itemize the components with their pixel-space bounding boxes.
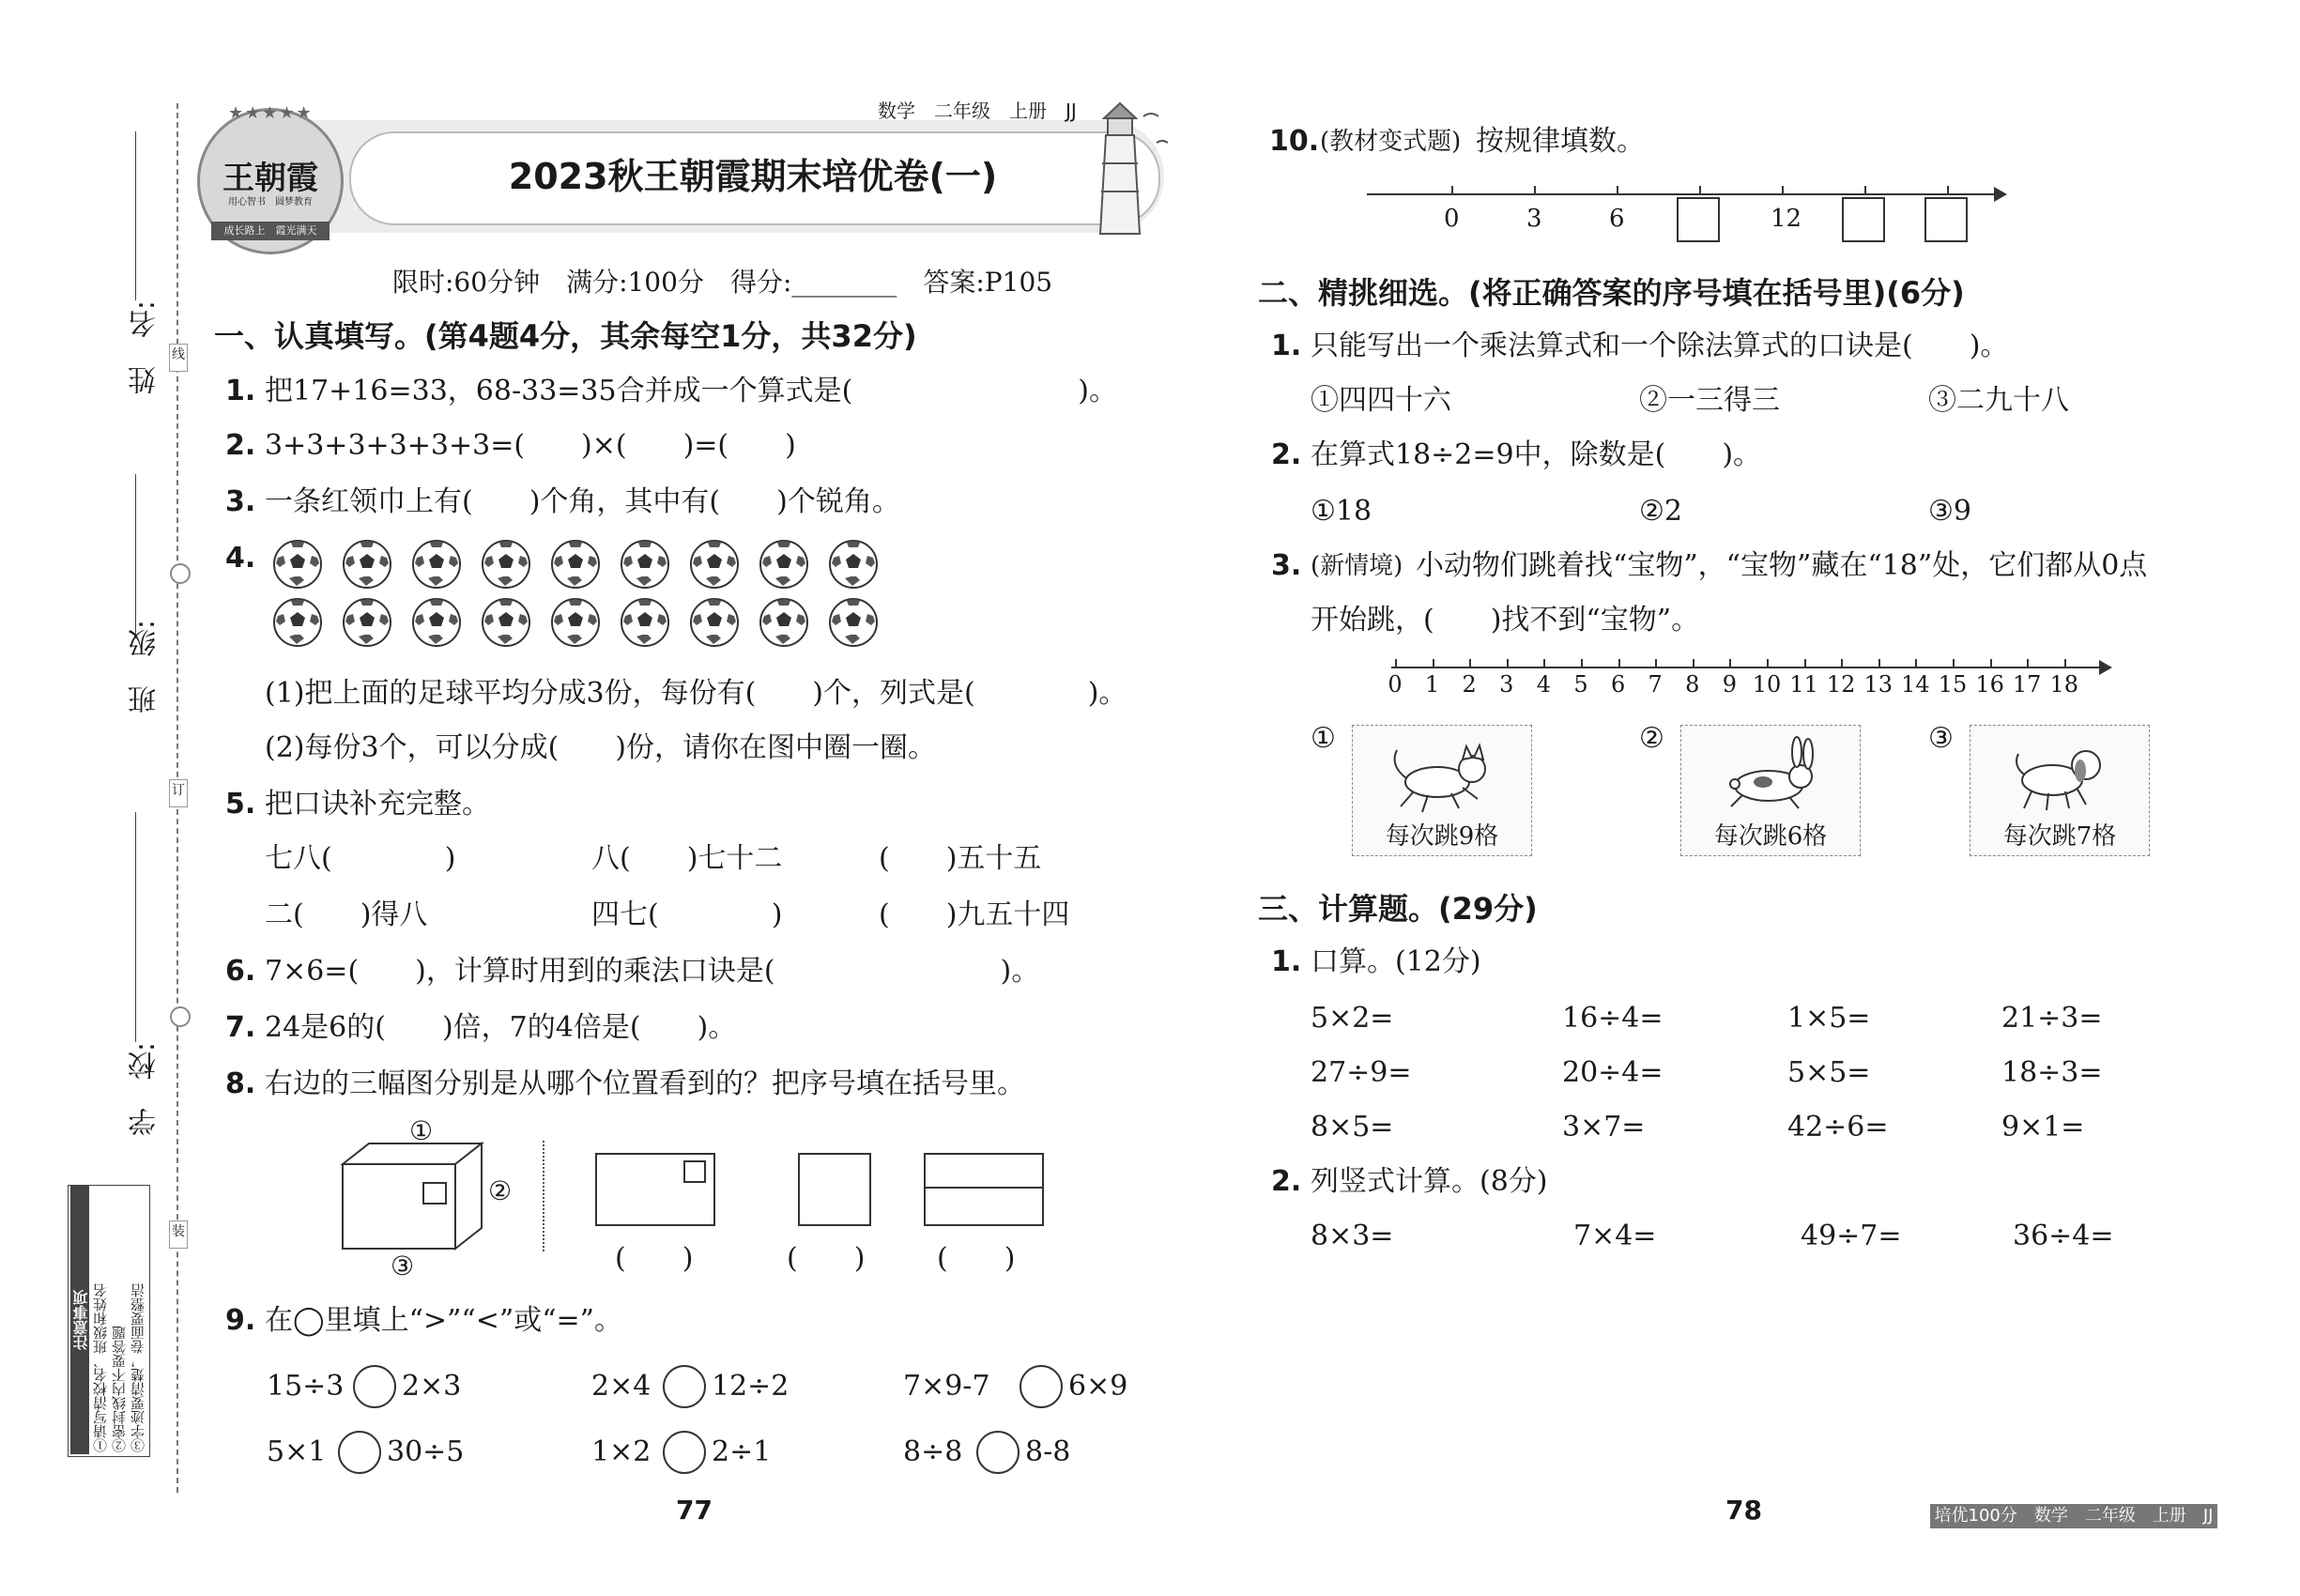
logo-text: 王朝霞 <box>222 160 318 197</box>
box-3d-figure <box>333 1117 549 1286</box>
dog-card[interactable] <box>1970 725 2150 856</box>
compare-4-left: 5×1 <box>267 1435 327 1468</box>
number-line-2-arrow <box>2099 660 2112 675</box>
q3-number: 3. <box>225 485 256 518</box>
k1-text: 口算。(12分) <box>1311 945 1481 978</box>
cut-mark-3: 装 <box>169 1220 188 1249</box>
q2-number: 2. <box>225 429 256 462</box>
view-top-line <box>926 1187 1042 1189</box>
oral-calc-item: 16÷4= <box>1562 1002 1664 1035</box>
nl2-label: 8 <box>1685 671 1700 698</box>
nl2-tick <box>1543 659 1545 667</box>
nl1-label-3: 3 <box>1526 205 1542 233</box>
notice-title: 注意事项 <box>70 1186 89 1454</box>
nl2-tick <box>1433 659 1434 667</box>
footer-badge: 培优100分 数学 二年级 上册 JJ <box>1930 1504 2217 1528</box>
class-underline <box>135 474 136 638</box>
k2-text: 列竖式计算。(8分) <box>1311 1165 1548 1198</box>
number-line-1 <box>1367 193 1998 195</box>
q1-number: 1. <box>225 375 256 407</box>
oral-calc-item: 5×2= <box>1311 1002 1394 1035</box>
q5-text: 把口诀补充完整。 <box>265 788 490 821</box>
nl2-tick <box>1915 659 1917 667</box>
compare-1-right: 2×3 <box>402 1370 462 1403</box>
q4-sub1: (1)把上面的足球平均分成3份，每份有( )个，列式是( )。 <box>265 677 1127 710</box>
soccer-ball-icon <box>272 597 323 648</box>
nl2-label: 5 <box>1573 671 1588 698</box>
q6-text: 7×6=( )，计算时用到的乘法口诀是( )。 <box>265 955 1040 988</box>
logo-ribbon: 成长路上 霞光满天 <box>211 222 330 240</box>
q5-row1-item3: ( )五十五 <box>879 842 1042 875</box>
soccer-ball-icon <box>272 539 323 590</box>
c3-text: 小动物们跳着找“宝物”，“宝物”藏在“18”处，它们都从0点 <box>1416 549 2148 582</box>
nl2-label: 3 <box>1499 671 1514 698</box>
oral-calc-item: 9×1= <box>2001 1111 2085 1143</box>
nl2-tick <box>1395 659 1397 667</box>
nl2-label: 10 <box>1752 671 1782 698</box>
q8-text: 右边的三幅图分别是从哪个位置看到的？把序号填在括号里。 <box>265 1067 1025 1100</box>
c2-option-3[interactable]: ③9 <box>1928 495 1971 528</box>
dog-icon <box>2003 733 2116 818</box>
nl1-tick <box>1699 186 1701 193</box>
q4-number: 4. <box>225 542 256 575</box>
soccer-ball-icon <box>620 597 670 648</box>
q5-row1-item1: 七八( ) <box>265 842 456 875</box>
figure-divider <box>543 1141 544 1251</box>
c1-option-1[interactable]: ①四四十六 <box>1311 384 1451 417</box>
brand-logo <box>197 103 344 254</box>
q5-row2-item3: ( )九五十四 <box>879 898 1070 931</box>
nl2-tick <box>1469 659 1471 667</box>
section-1-heading: 一、认真填写。(第4题4分，其余每空1分，共32分) <box>214 318 917 354</box>
c2-text: 在算式18÷2=9中，除数是( )。 <box>1311 438 1762 471</box>
star-icons: ★★★★★ <box>228 103 314 123</box>
nl2-label: 0 <box>1388 671 1403 698</box>
nl2-tick <box>1507 659 1509 667</box>
c3-option-1-mark[interactable]: ① <box>1311 722 1336 755</box>
soccer-ball-icon <box>689 539 740 590</box>
cat-icon <box>1386 733 1498 818</box>
lighthouse-icon <box>1078 98 1181 238</box>
q10-number: 10. <box>1269 125 1320 158</box>
nl2-tick <box>2027 659 2029 667</box>
nl2-label: 13 <box>1863 671 1894 698</box>
nl2-label: 17 <box>2012 671 2042 698</box>
number-line-1-arrow <box>1994 187 2007 202</box>
q8-number: 8. <box>225 1067 256 1100</box>
name-underline <box>135 131 136 300</box>
k2-number: 2. <box>1271 1165 1302 1198</box>
cat-card[interactable] <box>1352 725 1532 856</box>
page-title: 2023秋王朝霞期末培优卷(一) <box>508 156 998 197</box>
view-label-1: ① <box>409 1115 434 1146</box>
school-underline <box>135 812 136 1042</box>
nl1-blank-1[interactable] <box>1677 197 1720 242</box>
compare-1-circle[interactable] <box>353 1365 396 1408</box>
soccer-ball-icon <box>620 539 670 590</box>
notice-item-1: ①请写清校名、班级和姓名 <box>92 1283 109 1452</box>
compare-6-circle[interactable] <box>976 1431 1020 1474</box>
compare-3-left: 7×9-7 <box>903 1370 990 1403</box>
nl2-tick <box>1693 659 1694 667</box>
q10-tag: (教材变式题) <box>1320 128 1462 156</box>
soccer-ball-icon <box>481 597 531 648</box>
q5-number: 5. <box>225 788 256 821</box>
section-2-heading: 二、精挑细选。(将正确答案的序号填在括号里)(6分) <box>1258 275 1965 311</box>
compare-4-circle[interactable] <box>338 1431 381 1474</box>
nl2-tick <box>1878 659 1880 667</box>
nl2-tick <box>1804 659 1806 667</box>
soccer-ball-icon <box>342 539 392 590</box>
nl2-label: 9 <box>1722 671 1738 698</box>
c2-option-1[interactable]: ①18 <box>1311 495 1372 528</box>
compare-5-left: 1×2 <box>591 1435 652 1468</box>
soccer-ball-icon <box>342 597 392 648</box>
compare-1-left: 15÷3 <box>267 1370 345 1403</box>
c3-tag: (新情境) <box>1311 552 1403 580</box>
nl2-tick <box>1990 659 1992 667</box>
soccer-ball-icon <box>411 597 462 648</box>
nl2-label: 4 <box>1536 671 1552 698</box>
soccer-ball-icon <box>689 597 740 648</box>
nl1-tick <box>1451 186 1453 193</box>
notice-box <box>68 1185 150 1457</box>
nl2-label: 1 <box>1424 671 1440 698</box>
compare-3-right: 6×9 <box>1068 1370 1128 1403</box>
nl2-tick <box>2064 659 2066 667</box>
oral-calc-item: 3×7= <box>1562 1111 1646 1143</box>
soccer-ball-icon <box>550 539 601 590</box>
q6-number: 6. <box>225 955 256 988</box>
soccer-ball-icon <box>759 597 809 648</box>
nl1-label-12: 12 <box>1771 205 1802 233</box>
binding-hole-2 <box>170 1006 191 1027</box>
nl1-tick <box>1534 186 1536 193</box>
compare-2-circle[interactable] <box>663 1365 706 1408</box>
binding-hole-1 <box>170 563 191 584</box>
nl1-blank-3[interactable] <box>1924 197 1968 242</box>
soccer-ball-icon <box>759 539 809 590</box>
nl2-label: 7 <box>1648 671 1663 698</box>
nl2-label: 16 <box>1975 671 2004 698</box>
nl2-label: 11 <box>1789 671 1818 698</box>
view-front-square <box>683 1160 706 1183</box>
q3-text: 一条红领巾上有( )个角，其中有( )个锐角。 <box>265 485 900 518</box>
c3-option-3-mark[interactable]: ③ <box>1928 722 1954 755</box>
q2-text: 3+3+3+3+3+3=( )×( )=( ) <box>265 429 796 462</box>
q9-number: 9. <box>225 1304 256 1337</box>
vertical-calc-3: 49÷7= <box>1801 1220 1902 1252</box>
section-3-heading: 三、计算题。(29分) <box>1258 891 1538 927</box>
view-answer-1: ( ) <box>615 1242 694 1275</box>
view-label-2: ② <box>488 1175 513 1206</box>
nl1-tick <box>1782 186 1784 193</box>
q5-row1-item2: 八( )七十二 <box>591 842 783 875</box>
k1-number: 1. <box>1271 945 1302 978</box>
page-number-left: 77 <box>676 1495 713 1526</box>
rabbit-card[interactable] <box>1680 725 1861 856</box>
soccer-ball-icon <box>481 539 531 590</box>
exam-info: 限时:60分钟 满分:100分 得分:________ 答案:P105 <box>392 267 1053 298</box>
view-front <box>595 1153 715 1226</box>
oral-calc-item: 1×5= <box>1787 1002 1871 1035</box>
compare-5-right: 2÷1 <box>712 1435 772 1468</box>
compare-6-left: 8÷8 <box>903 1435 963 1468</box>
vertical-calc-4: 36÷4= <box>2013 1220 2114 1252</box>
name-label: 姓 名: <box>129 300 161 395</box>
view-answer-3: ( ) <box>937 1242 1016 1275</box>
soccer-ball-icon <box>550 597 601 648</box>
nl1-tick <box>1947 186 1949 193</box>
notice-item-3: ③字迹要清楚，卷面要整洁 <box>130 1283 146 1452</box>
nl1-blank-2[interactable] <box>1842 197 1885 242</box>
class-label: 班 级: <box>129 620 161 714</box>
nl2-label: 12 <box>1826 671 1856 698</box>
soccer-ball-icon <box>828 597 879 648</box>
c3-option-2-mark[interactable]: ② <box>1639 722 1664 755</box>
nl2-label: 2 <box>1462 671 1477 698</box>
nl2-label: 18 <box>2049 671 2079 698</box>
nl2-label: 6 <box>1610 671 1626 698</box>
cat-card-label: 每次跳9格 <box>1385 822 1499 851</box>
vertical-calc-1: 8×3= <box>1311 1220 1394 1252</box>
q4-sub2: (2)每份3个，可以分成( )份，请你在图中圈一圈。 <box>265 731 936 764</box>
oral-calc-item: 20÷4= <box>1562 1056 1664 1089</box>
school-label: 学 校: <box>129 1042 161 1137</box>
view-label-3: ③ <box>391 1251 415 1281</box>
oral-calc-item: 8×5= <box>1311 1111 1394 1143</box>
c1-text: 只能写出一个乘法算式和一个除法算式的口诀是( )。 <box>1311 330 2009 362</box>
compare-2-right: 12÷2 <box>712 1370 790 1403</box>
nl2-tick <box>1618 659 1620 667</box>
nl1-label-6: 6 <box>1609 205 1625 233</box>
nl2-tick <box>1841 659 1843 667</box>
oral-calc-item: 18÷3= <box>2001 1056 2103 1089</box>
number-line-2 <box>1391 667 2103 668</box>
compare-5-circle[interactable] <box>663 1431 706 1474</box>
c2-option-2[interactable]: ②2 <box>1639 495 1682 528</box>
nl2-label: 14 <box>1901 671 1930 698</box>
q10-text: 按规律填数。 <box>1476 125 1645 158</box>
q5-row2-item2: 四七( ) <box>591 898 783 931</box>
rabbit-icon <box>1714 733 1827 818</box>
notice-item-2: ②密封线内不要答题 <box>111 1326 128 1452</box>
compare-4-right: 30÷5 <box>387 1435 465 1468</box>
view-top <box>924 1153 1044 1226</box>
vertical-calc-2: 7×4= <box>1573 1220 1657 1252</box>
nl1-label-0: 0 <box>1444 205 1460 233</box>
nl2-tick <box>1729 659 1731 667</box>
c1-number: 1. <box>1271 330 1302 362</box>
c1-option-3[interactable]: ③二九十八 <box>1928 384 2069 417</box>
header-meta: 数学 二年级 上册 JJ <box>878 100 1077 122</box>
compare-2-left: 2×4 <box>591 1370 652 1403</box>
c2-number: 2. <box>1271 438 1302 471</box>
compare-6-right: 8-8 <box>1025 1435 1071 1468</box>
cut-mark-1: 线 <box>169 344 188 372</box>
soccer-ball-icon <box>411 539 462 590</box>
q5-row2-item1: 二( )得八 <box>265 898 428 931</box>
compare-3-circle[interactable] <box>1020 1365 1063 1408</box>
view-answer-2: ( ) <box>787 1242 866 1275</box>
nl1-tick <box>1617 186 1618 193</box>
rabbit-card-label: 每次跳6格 <box>1713 822 1828 851</box>
dog-card-label: 每次跳7格 <box>2002 822 2117 851</box>
oral-calc-item: 5×5= <box>1787 1056 1871 1089</box>
view-side <box>798 1153 871 1226</box>
nl2-tick <box>1655 659 1657 667</box>
q1-text: 把17+16=33，68-33=35合并成一个算式是( )。 <box>265 375 1117 407</box>
nl2-label: 15 <box>1938 671 1968 698</box>
q7-number: 7. <box>225 1011 256 1044</box>
c1-option-2[interactable]: ②一三得三 <box>1639 384 1780 417</box>
page-number-right: 78 <box>1725 1495 1762 1526</box>
logo-subtext: 用心智书 圆梦教育 <box>228 197 313 207</box>
oral-calc-item: 42÷6= <box>1787 1111 1889 1143</box>
nl2-tick <box>1581 659 1583 667</box>
nl2-tick <box>1767 659 1769 667</box>
q7-text: 24是6的( )倍，7的4倍是( )。 <box>265 1011 737 1044</box>
nl1-tick <box>1864 186 1866 193</box>
cut-mark-2: 订 <box>169 779 188 807</box>
c3-number: 3. <box>1271 549 1302 582</box>
q9-text: 在◯里填上“>”“<”或“=”。 <box>265 1304 623 1337</box>
c3-text2: 开始跳，( )找不到“宝物”。 <box>1311 604 1700 637</box>
oral-calc-item: 21÷3= <box>2001 1002 2103 1035</box>
oral-calc-item: 27÷9= <box>1311 1056 1412 1089</box>
soccer-ball-icon <box>828 539 879 590</box>
nl2-tick <box>1953 659 1955 667</box>
